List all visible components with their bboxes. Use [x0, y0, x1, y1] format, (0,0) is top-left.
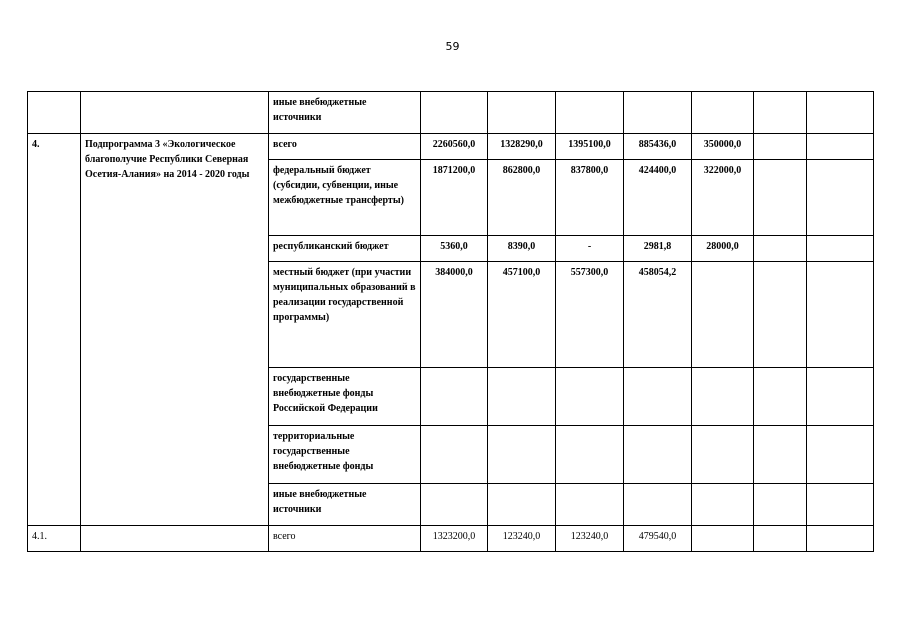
value-cell: [488, 484, 556, 526]
value-cell: [556, 484, 624, 526]
value-cell: 350000,0: [692, 134, 754, 160]
value-cell: 557300,0: [556, 262, 624, 368]
value-cell: [807, 426, 874, 484]
value-cell: 837800,0: [556, 160, 624, 236]
value-cell: [807, 484, 874, 526]
value-cell: 457100,0: [488, 262, 556, 368]
table-row: [28, 134, 874, 160]
value-cell: [754, 426, 807, 484]
value-cell: [692, 484, 754, 526]
value-cell: [754, 134, 807, 160]
row-number-cell: [28, 92, 81, 134]
table-row: [28, 526, 874, 552]
budget-table: [27, 91, 874, 552]
value-cell: 8390,0: [488, 236, 556, 262]
page-number: 59: [445, 40, 460, 53]
value-cell: 5360,0: [421, 236, 488, 262]
value-cell: 1871200,0: [421, 160, 488, 236]
value-cell: 28000,0: [692, 236, 754, 262]
value-cell: [624, 368, 692, 426]
program-name-cell: [81, 526, 269, 552]
funding-source-cell: территориальные государственные внебюджетные фонды: [269, 426, 421, 484]
value-cell: [692, 92, 754, 134]
value-cell: -: [556, 236, 624, 262]
program-name-cell: Подпрограмма 3 «Экологическое благополучие Республики Северная Осетия-Алания» на 2014 - 2020 годы: [81, 134, 269, 526]
value-cell: [556, 426, 624, 484]
value-cell: [488, 426, 556, 484]
row-number-cell: 4.1.: [28, 526, 81, 552]
value-cell: 384000,0: [421, 262, 488, 368]
value-cell: 123240,0: [488, 526, 556, 552]
row-number-cell: 4.: [28, 134, 81, 526]
value-cell: [421, 368, 488, 426]
value-cell: [556, 92, 624, 134]
value-cell: [754, 368, 807, 426]
funding-source-cell: иные внебюджетные источники: [269, 484, 421, 526]
funding-source-cell: государственные внебюджетные фонды Российской Федерации: [269, 368, 421, 426]
funding-source-cell: федеральный бюджет (субсидии, субвенции, иные межбюджетные трансферты): [269, 160, 421, 236]
value-cell: 123240,0: [556, 526, 624, 552]
value-cell: [754, 92, 807, 134]
value-cell: 2260560,0: [421, 134, 488, 160]
value-cell: [421, 92, 488, 134]
value-cell: [807, 368, 874, 426]
value-cell: [754, 262, 807, 368]
value-cell: [754, 236, 807, 262]
value-cell: [421, 426, 488, 484]
value-cell: [807, 160, 874, 236]
value-cell: [488, 92, 556, 134]
value-cell: [488, 368, 556, 426]
value-cell: [754, 526, 807, 552]
value-cell: 2981,8: [624, 236, 692, 262]
value-cell: 1323200,0: [421, 526, 488, 552]
value-cell: [692, 426, 754, 484]
value-cell: [692, 368, 754, 426]
value-cell: 479540,0: [624, 526, 692, 552]
value-cell: [807, 92, 874, 134]
value-cell: [624, 484, 692, 526]
funding-source-cell: иные внебюджетные источники: [269, 92, 421, 134]
funding-source-cell: республиканский бюджет: [269, 236, 421, 262]
value-cell: [692, 526, 754, 552]
value-cell: [421, 484, 488, 526]
value-cell: [624, 426, 692, 484]
funding-source-cell: местный бюджет (при участии муниципальных образований в реализации государственной программы): [269, 262, 421, 368]
value-cell: [807, 236, 874, 262]
value-cell: 1328290,0: [488, 134, 556, 160]
value-cell: 424400,0: [624, 160, 692, 236]
table-row: [28, 92, 874, 134]
funding-source-cell: всего: [269, 134, 421, 160]
value-cell: [556, 368, 624, 426]
value-cell: [754, 160, 807, 236]
value-cell: [807, 526, 874, 552]
funding-source-cell: всего: [269, 526, 421, 552]
value-cell: 885436,0: [624, 134, 692, 160]
value-cell: [807, 262, 874, 368]
value-cell: [692, 262, 754, 368]
value-cell: 458054,2: [624, 262, 692, 368]
value-cell: [807, 134, 874, 160]
value-cell: 1395100,0: [556, 134, 624, 160]
program-name-cell: [81, 92, 269, 134]
value-cell: [624, 92, 692, 134]
value-cell: 862800,0: [488, 160, 556, 236]
value-cell: [754, 484, 807, 526]
value-cell: 322000,0: [692, 160, 754, 236]
